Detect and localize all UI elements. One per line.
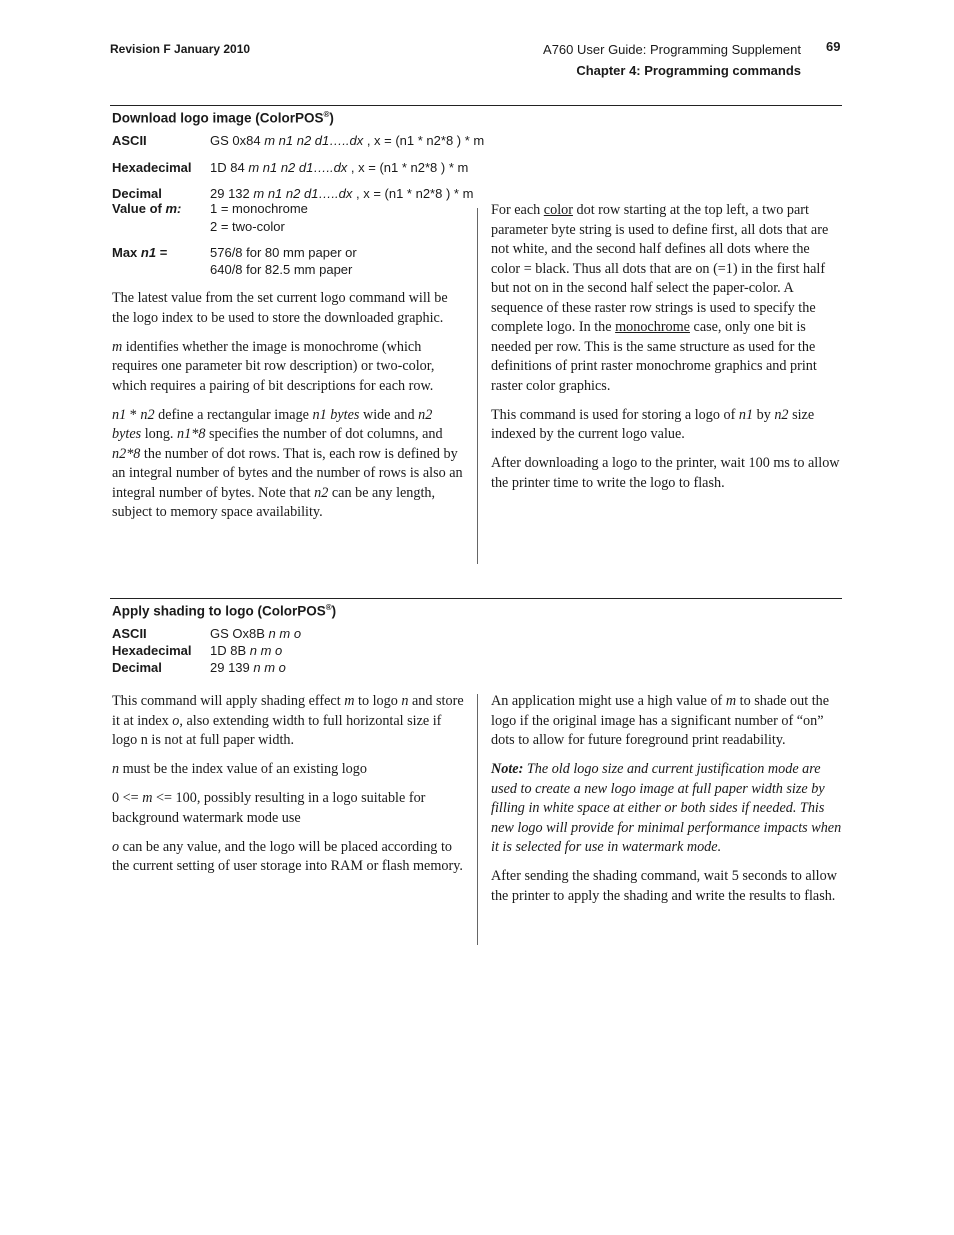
max-n1-label: Max n1 = xyxy=(112,245,168,260)
decimal-value: 29 132 m n1 n2 d1…..dx , x = (n1 * n2*8 ) * m xyxy=(210,186,474,201)
running-header xyxy=(543,39,801,81)
page-number: 69 xyxy=(826,39,841,54)
paragraph: m identifies whether the image is monochrome (which requires one parameter bit row description) or two-color, which requires a pairing of bit descriptions for each row. xyxy=(112,338,435,394)
paragraph: After downloading a logo to the printer, wait 100 ms to allow the printer time to write the logo to flash. xyxy=(491,455,840,491)
decimal-label: Decimal xyxy=(112,186,162,201)
paragraph: This command is used for storing a logo of n1 by n2 size indexed by the current logo value. xyxy=(491,406,815,442)
ascii-label: ASCII xyxy=(112,626,147,641)
ascii-value: GS 0x84 m n1 n2 d1…..dx , x = (n1 * n2*8 ) * m xyxy=(210,133,485,148)
value-of-m-2: 2 = two-color xyxy=(210,219,285,234)
section2-right-column xyxy=(491,692,842,916)
ascii-value: GS Ox8B n m o xyxy=(210,626,302,641)
guide-title: A760 User Guide: Programming Supplement xyxy=(543,42,801,57)
hex-label: Hexadecimal xyxy=(112,643,192,658)
paragraph: For each color dot row starting at the top left, a two part parameter byte string is used to define first, all dots that are not white, and the second half defines all dots where the color = black. Thus all dots that are on (=1) in the first half but not on in the second half select the paper-color. A sequence of these raster row strings is used to specify the complete logo. In the monochrome case, only one bit is needed per row. This is the same structure as used for the definitions of print raster monochrome graphics and print raster color graphics. xyxy=(491,202,829,394)
paragraph: An application might use a high value of m to shade out the logo if the original image has a significant number of “on” dots to allow for future foreground print readability. xyxy=(491,693,830,748)
max-n1-value-1: 576/8 for 80 mm paper or xyxy=(210,245,357,260)
decimal-value: 29 139 n m o xyxy=(210,660,286,675)
section1-left-column xyxy=(112,289,464,532)
section-title-apply-shading: Apply shading to logo (ColorPOS®) xyxy=(112,603,337,619)
decimal-label: Decimal xyxy=(112,660,162,675)
note-paragraph: Note: The old logo size and current justification mode are used to create a new logo image at full paper width size by filling in white space at either or both sides if needed. This new logo will provide for minimal performance impacts when it is selected for use in watermark mode. xyxy=(491,761,842,855)
max-n1-value-2: 640/8 for 82.5 mm paper xyxy=(210,262,353,277)
ascii-label: ASCII xyxy=(112,133,147,148)
column-divider xyxy=(477,208,478,564)
section-divider xyxy=(110,105,842,106)
section-title-download-logo: Download logo image (ColorPOS®) xyxy=(112,110,334,126)
paragraph: n must be the index value of an existing logo xyxy=(112,761,367,777)
revision-label: Revision F January 2010 xyxy=(110,42,251,56)
column-divider xyxy=(477,694,478,945)
chapter-title: Chapter 4: Programming commands xyxy=(576,63,801,78)
value-of-m-1: 1 = monochrome xyxy=(210,201,308,216)
hex-value: 1D 8B n m o xyxy=(210,643,283,658)
paragraph: The latest value from the set current logo command will be the logo index to be used to store the downloaded graphic. xyxy=(112,290,448,326)
section2-left-column xyxy=(112,692,464,886)
hex-label: Hexadecimal xyxy=(112,160,192,175)
paragraph: n1 * n2 define a rectangular image n1 bytes wide and n2 bytes long. n1*8 specifies the number of dot columns, and n2*8 the number of dot rows. That is, each row is defined by an integral number of bytes and the number of rows is also an integral number of bytes. Note that n2 can be any length, subject to memory space availability. xyxy=(112,406,463,520)
section1-right-column xyxy=(491,201,842,503)
paragraph: This command will apply shading effect m to logo n and store it at index o, also extending width to full horizontal size if logo n is not at full paper width. xyxy=(112,693,464,748)
section-divider xyxy=(110,598,842,599)
paragraph: 0 <= m <= 100, possibly resulting in a logo suitable for background watermark mode use xyxy=(112,790,426,826)
paragraph: After sending the shading command, wait 5 seconds to allow the printer to apply the shading and write the results to flash. xyxy=(491,868,837,904)
value-of-m-label: Value of m: xyxy=(112,201,182,216)
paragraph: o can be any value, and the logo will be placed according to the current setting of user storage into RAM or flash memory. xyxy=(112,838,463,874)
hex-value: 1D 84 m n1 n2 d1…..dx , x = (n1 * n2*8 ) * m xyxy=(210,160,469,175)
